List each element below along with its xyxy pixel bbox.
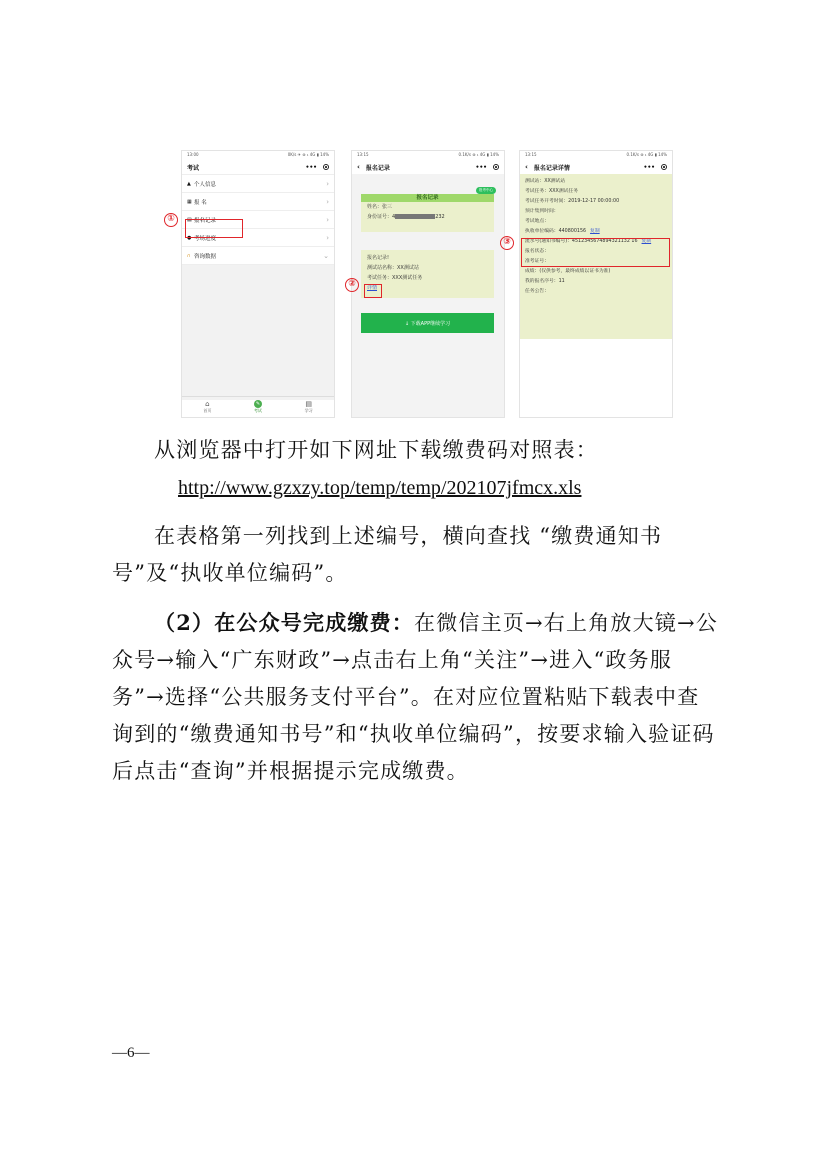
detail-link[interactable]: 详情	[367, 285, 378, 291]
record-card	[361, 194, 494, 232]
menu-item-personal-info[interactable]: ▲ 个人信息 ›	[182, 175, 334, 193]
paragraph-pay-steps: （2）在公众号完成缴费：在微信主页→右上角放大镜→公众号→输入“广东财政”→点击右上角“关注”→进入“政务服务”→选择“公共服务支付平台”。在对应位置粘贴下载表中查询到的“缴费通知书号”和“执收单位编码”，按要求输入验证码后点击“查询”并根据提示完成缴费。	[112, 610, 719, 783]
exam-center-badge[interactable]: 报考中心	[476, 187, 496, 194]
step-heading: （2）在公众号完成缴费：	[154, 610, 415, 635]
chevron-down-icon: ⌄	[323, 251, 329, 260]
status-bar: 13:15 0.1K/s ⊛ ₁ 4G ▮ 14%	[525, 152, 667, 157]
home-icon: ⌂	[205, 400, 210, 408]
more-icon[interactable]: •••	[643, 163, 655, 171]
page-number: —6—	[112, 1045, 150, 1061]
book-icon: ▤	[305, 400, 312, 408]
page-title: 报名记录详情	[533, 164, 570, 172]
download-app-button[interactable]: ↓ 下载APP继续学习	[361, 313, 494, 333]
more-icon[interactable]: •••	[475, 163, 487, 171]
copy-notice-number-button[interactable]: 复制	[641, 239, 652, 244]
more-icon[interactable]: •••	[305, 163, 317, 171]
menu-item-signup[interactable]: ▦ 报 名 ›	[182, 193, 334, 211]
download-url-link[interactable]: http://www.gzxzy.top/temp/temp/202107jfmcx.xls	[178, 477, 582, 499]
step-marker-1: ①	[164, 213, 178, 227]
tab-home[interactable]: ⌂ 首页	[203, 400, 212, 413]
record-detail-panel: 测试站：XX测试站 考试任务：XXX测试任务 考试任务开考时间：2019-12-17 00:00:00 预计集到时间： 考试地点： 执收单位编码：440800156 复制 流水号(通知书编号)：4512345674894321132 16 复制 报名状态： 准考证号： 成绩：(仅供参考，最终成绩以证书为准) 我的报名序号：11 任务公告：	[520, 174, 672, 339]
screenshot-record-detail	[519, 150, 673, 418]
page-title: 报名记录	[365, 164, 390, 172]
close-mini-icon[interactable]	[323, 164, 329, 170]
back-icon[interactable]: ‹	[357, 163, 360, 171]
title-bar	[182, 160, 334, 175]
tab-study[interactable]: ▤ 学习	[304, 400, 313, 413]
status-bar: 13:00 0K/s ✈ ⊛ ₁ 4G ▮ 14%	[187, 152, 329, 157]
tab-bar	[182, 396, 334, 417]
close-mini-icon[interactable]	[493, 164, 499, 170]
menu-empty-area	[182, 265, 334, 400]
record-card-title: 报名记录	[361, 194, 494, 202]
menu-item-exam-progress[interactable]: ● 考场进度 ›	[182, 229, 334, 247]
headset-icon: ∩	[187, 252, 191, 259]
record-entry-card: 报名记录! 测试站名称：XX测试站 考试任务：XXX测试任务 详情	[361, 250, 494, 298]
copy-unit-code-button[interactable]: 复制	[590, 229, 600, 234]
title-bar	[352, 160, 504, 175]
chevron-right-icon: ›	[326, 233, 329, 242]
record-icon: ▤	[187, 216, 192, 223]
id-line: 身份证号：4 232	[367, 214, 445, 220]
step-marker-3: ③	[500, 236, 514, 250]
person-icon: ▲	[187, 180, 191, 187]
card-icon: ▦	[187, 198, 192, 205]
chevron-right-icon: ›	[326, 197, 329, 206]
menu-item-signup-records[interactable]: ▤ 报名记录 ›	[182, 211, 334, 229]
name-line: 姓名：张三	[367, 204, 393, 210]
highlight-box-records	[185, 216, 243, 238]
notice-number-line: 流水号(通知书编号)：4512345674894321132 16 复制	[525, 239, 652, 244]
redacted-block	[395, 214, 435, 219]
unit-code-line: 执收单位编码：440800156 复制	[525, 229, 600, 234]
screenshot-exam-menu	[181, 150, 335, 418]
status-bar: 13:15 0.1K/s ⊛ ₁ 4G ▮ 14%	[357, 152, 499, 157]
chevron-right-icon: ›	[326, 179, 329, 188]
back-icon[interactable]: ‹	[525, 163, 528, 171]
exam-icon: ✎	[255, 401, 261, 407]
step-marker-2: ②	[345, 278, 359, 292]
close-mini-icon[interactable]	[661, 164, 667, 170]
tab-exam[interactable]: ✎ 考试	[253, 401, 262, 413]
title-bar	[520, 160, 672, 175]
page-title: 考试	[187, 164, 200, 172]
highlight-box-detail	[364, 284, 382, 298]
paragraph-find-code: 在表格第一列找到上述编号，横向查找 “缴费通知书号”及“执收单位编码”。	[112, 524, 663, 585]
paragraph-open-browser: 从浏览器中打开如下网址下载缴费码对照表：	[154, 438, 598, 462]
progress-icon: ●	[187, 234, 192, 241]
chevron-right-icon: ›	[326, 215, 329, 224]
menu-item-consult-data[interactable]: ∩ 咨询数据 ⌄	[182, 247, 334, 265]
highlight-box-codes	[521, 238, 670, 267]
